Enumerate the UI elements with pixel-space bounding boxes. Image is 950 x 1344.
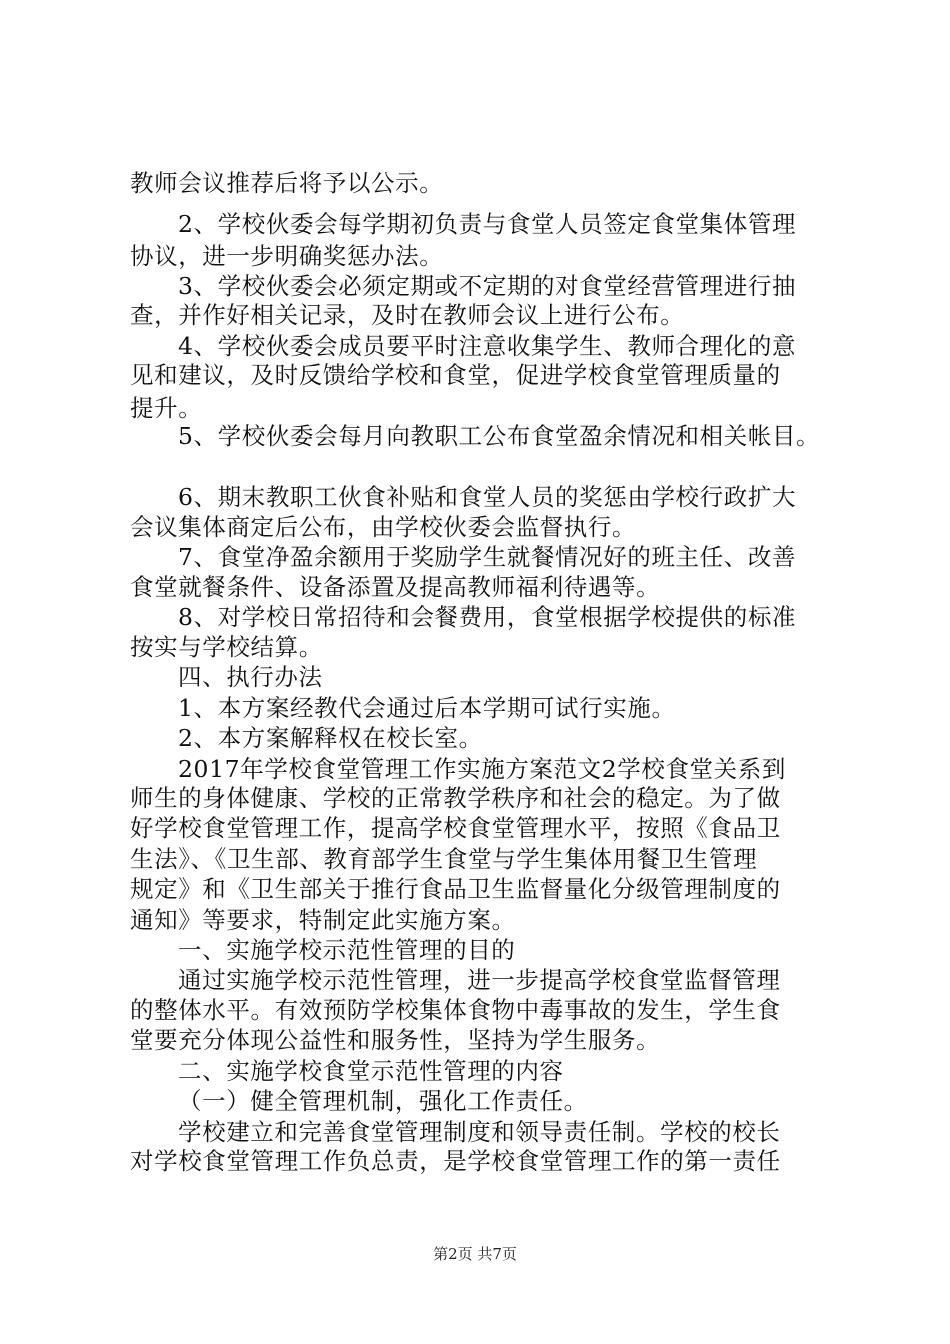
page-number-footer: 第2页 共7页 [433,1245,517,1263]
text-line: 通知》等要求，特制定此实施方案。 [130,906,516,934]
section-heading: 一、实施学校示范性管理的目的 [178,936,516,964]
text-line: 学校建立和完善食堂管理制度和领导责任制。学校的校长 [178,1118,781,1146]
text-line: 4、学校伙委会成员要平时注意收集学生、教师合理化的意 [178,332,797,360]
text-line: 对学校食堂管理工作负总责，是学校食堂管理工作的第一责任 [130,1147,781,1175]
text-line: 教师会议推荐后将予以公示。 [130,169,444,197]
text-line: 2、学校伙委会每学期初负责与食堂人员签定食堂集体管理 [178,210,797,238]
text-line: 5、学校伙委会每月向教职工公布食堂盈余情况和相关帐目。 [178,422,821,450]
text-line: 见和建议，及时反馈给学校和食堂，促进学校食堂管理质量的 [130,361,781,389]
section-heading: 四、执行办法 [178,663,323,691]
text-line: 会议集体商定后公布，由学校伙委会监督执行。 [130,513,637,541]
text-line: 通过实施学校示范性管理，进一步提高学校食堂监督管理 [178,966,781,994]
text-line: 的整体水平。有效预防学校集体食物中毒事故的发生，学生食 [130,996,781,1024]
text-line: 生法》、《卫生部、教育部学生食堂与学生集体用餐卫生管理 [130,845,758,873]
text-line: 规定》和《卫生部关于推行食品卫生监督量化分级管理制度的 [130,875,781,903]
text-line: 2017年学校食堂管理工作实施方案范文2学校食堂关系到 [178,755,786,783]
text-line: 6、期末教职工伙食补贴和食堂人员的奖惩由学校行政扩大 [178,483,797,511]
text-line: 1、本方案经教代会通过后本学期可试行实施。 [178,694,676,722]
text-line: 协议，进一步明确奖惩办法。 [130,242,444,270]
text-line: 7、食堂净盈余额用于奖励学生就餐情况好的班主任、改善 [178,543,797,571]
text-line: 师生的身体健康、学校的正常教学秩序和社会的稳定。为了做 [130,784,781,812]
text-line: 查，并作好相关记录，及时在教师会议上进行公布。 [130,301,685,329]
text-line: 按实与学校结算。 [130,633,323,661]
text-line: 堂要充分体现公益性和服务性，坚持为学生服务。 [130,1026,661,1054]
text-line: 好学校食堂管理工作，提高学校食堂管理水平，按照《食品卫 [130,814,781,842]
text-line: 食堂就餐条件、设备添置及提高教师福利待遇等。 [130,573,661,601]
text-line: 8、对学校日常招待和会餐费用，食堂根据学校提供的标准 [178,603,797,631]
text-line: 2、本方案解释权在校长室。 [178,724,483,752]
text-line: 提升。 [130,394,203,422]
section-heading: 二、实施学校食堂示范性管理的内容 [178,1057,564,1085]
subsection-heading: （一）健全管理机制，强化工作责任。 [178,1087,588,1115]
text-line: 3、学校伙委会必须定期或不定期的对食堂经营管理进行抽 [178,272,797,300]
